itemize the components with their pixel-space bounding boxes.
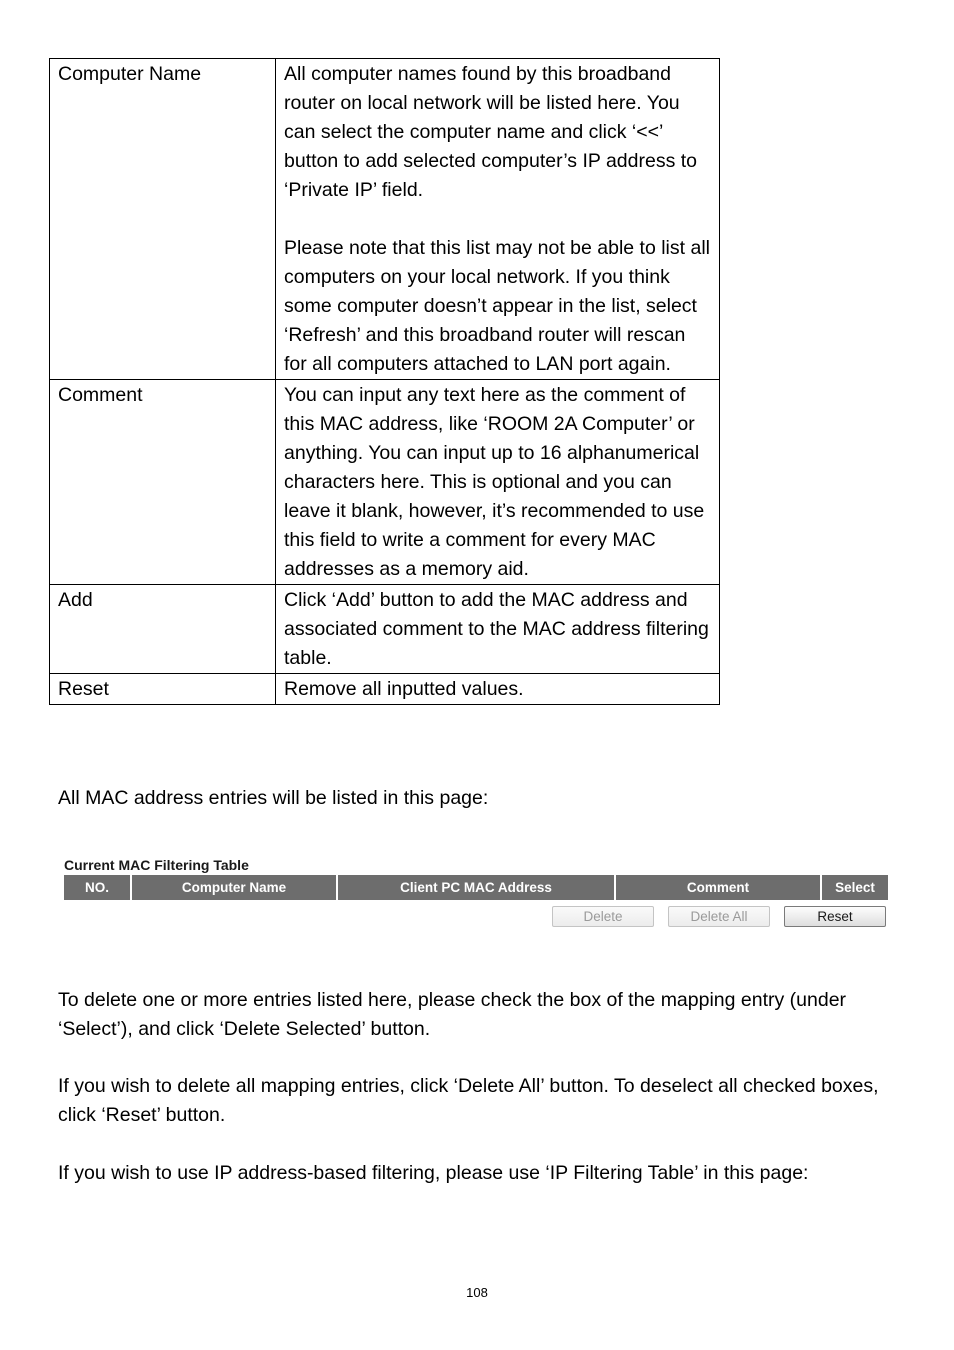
definition-paragraph: Remove all inputted values. bbox=[284, 678, 524, 700]
ip-filtering-instructions: If you wish to use IP address-based filtering, please use ‘IP Filtering Table’ in this page: bbox=[58, 1162, 809, 1184]
term-cell: Comment bbox=[50, 380, 276, 585]
table-row bbox=[50, 380, 720, 585]
definition-cell bbox=[276, 59, 720, 380]
intro-text: All MAC address entries will be listed in this page: bbox=[58, 787, 489, 809]
delete-button[interactable]: Delete bbox=[552, 906, 654, 927]
delete-all-button[interactable]: Delete All bbox=[668, 906, 770, 927]
mac-table-title: Current MAC Filtering Table bbox=[64, 857, 249, 873]
mac-filtering-panel bbox=[64, 855, 888, 936]
column-header-mac-address: Client PC MAC Address bbox=[338, 875, 614, 900]
term-cell: Computer Name bbox=[50, 59, 276, 380]
definition-paragraph: You can input any text here as the comment of this MAC address, like ‘ROOM 2A Computer’ or anything. You can input up to 16 alphanumerical characters here. This is optional and you can leave it blank, however, it’s recommended to use this field to write a comment for every MAC addresses as a memory aid. bbox=[284, 384, 705, 580]
delete-instructions: To delete one or more entries listed here, please check the box of the mapping entry (under ‘Select’), and click ‘Delete Selected’ button. bbox=[58, 989, 847, 1040]
definition-paragraph: Please note that this list may not be able to list all computers on your local network. If you think some computer doesn’t appear in the list, select ‘Refresh’ and this broadband router will rescan for all computers attached to LAN port again. bbox=[284, 237, 710, 375]
table-row bbox=[50, 674, 720, 705]
term-cell: Add bbox=[50, 585, 276, 674]
delete-all-instructions: If you wish to delete all mapping entries, click ‘Delete All’ button. To deselect all checked boxes, click ‘Reset’ button. bbox=[58, 1075, 879, 1126]
term-cell: Reset bbox=[50, 674, 276, 705]
page-number: 108 bbox=[466, 1285, 488, 1300]
column-header-select: Select bbox=[822, 875, 888, 900]
column-header-computer-name: Computer Name bbox=[132, 875, 336, 900]
definition-cell bbox=[276, 585, 720, 674]
table-row bbox=[50, 59, 720, 380]
mac-table-buttons bbox=[64, 906, 888, 936]
definition-cell bbox=[276, 674, 720, 705]
column-header-comment: Comment bbox=[616, 875, 820, 900]
mac-table-header bbox=[64, 875, 888, 900]
reset-button[interactable]: Reset bbox=[784, 906, 886, 927]
definition-paragraph: All computer names found by this broadband router on local network will be listed here. You can select the computer name and click ‘<<’ button to add selected computer’s IP address to ‘Private IP’ field. bbox=[284, 63, 698, 201]
description-table bbox=[49, 58, 720, 705]
column-header-no: NO. bbox=[64, 875, 130, 900]
table-row bbox=[50, 585, 720, 674]
definition-cell bbox=[276, 380, 720, 585]
definition-paragraph: Click ‘Add’ button to add the MAC address and associated comment to the MAC address filtering table. bbox=[284, 589, 709, 669]
